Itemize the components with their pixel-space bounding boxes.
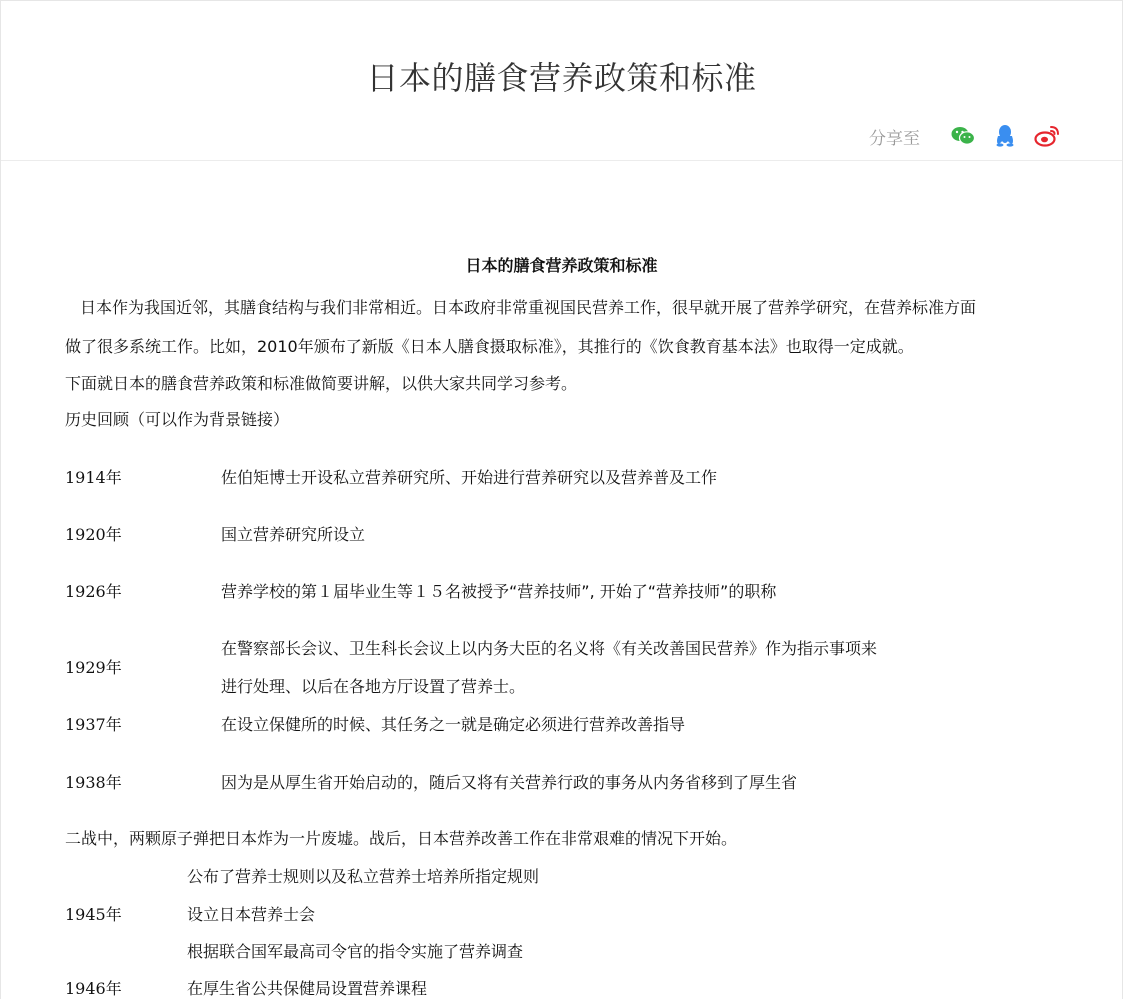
timeline-event: 在厚生省公共保健局设置营养课程 <box>187 979 428 998</box>
weibo-icon[interactable] <box>1034 123 1060 149</box>
timeline-event: 根据联合国军最高司令官的指令实施了营养调查 <box>187 942 524 961</box>
timeline-event: 因为是从厚生省开始启动的，随后又将有关营养行政的事务从内务省移到了厚生省 <box>221 773 798 792</box>
timeline-year: 1914年 <box>65 468 122 487</box>
timeline-year: 1945年 <box>65 905 122 924</box>
page-title: 日本的膳食营养政策和标准 <box>366 59 757 97</box>
timeline-event: 佐伯矩博士开设私立营养研究所、开始进行营养研究以及营养普及工作 <box>221 468 718 487</box>
timeline-year: 1937年 <box>65 715 122 734</box>
timeline-year: 1938年 <box>65 773 122 792</box>
share-label: 分享至 <box>869 128 920 149</box>
history-heading: 历史回顾（可以作为背景链接） <box>65 410 290 429</box>
article-heading: 日本的膳食营养政策和标准 <box>465 256 658 275</box>
timeline-event: 设立日本营养士会 <box>187 905 316 924</box>
timeline-event: 公布了营养士规则以及私立营养士培养所指定规则 <box>187 867 540 886</box>
timeline-event: 营养学校的第１届毕业生等１５名被授予“营养技师”, 开始了“营养技师”的职称 <box>221 582 777 601</box>
timeline-event-cont: 进行处理、以后在各地方厅设置了营养士。 <box>221 677 526 696</box>
timeline-event: 在设立保健所的时候、其任务之一就是确定必须进行营养改善指导 <box>221 715 686 734</box>
intro-paragraph: 日本作为我国近邻，其膳食结构与我们非常相近。日本政府非常重视国民营养工作，很早就开展了营养学研究，在营养标准方面 <box>80 298 977 317</box>
timeline-event: 在警察部长会议、卫生科长会议上以内务大臣的名义将《有关改善国民营养》作为指示事项来 <box>221 639 878 658</box>
timeline-event: 国立营养研究所设立 <box>221 525 366 544</box>
intro-paragraph-cont: 做了很多系统工作。比如，2010年颁布了新版《日本人膳食摄取标准》，其推行的《饮食教育基本法》也取得一定成就。 <box>65 337 914 356</box>
article-header <box>1 1 1122 161</box>
wechat-icon[interactable] <box>950 123 976 149</box>
timeline-year: 1926年 <box>65 582 122 601</box>
timeline-year: 1946年 <box>65 979 122 998</box>
qq-icon[interactable] <box>992 123 1018 149</box>
postwar-paragraph: 二战中，两颗原子弹把日本炸为一片废墟。战后，日本营养改善工作在非常艰难的情况下开始。 <box>65 829 738 848</box>
timeline-year: 1920年 <box>65 525 122 544</box>
timeline-year: 1929年 <box>65 658 122 677</box>
intro-summary: 下面就日本的膳食营养政策和标准做简要讲解，以供大家共同学习参考。 <box>65 374 578 393</box>
share-bar <box>869 122 1060 150</box>
